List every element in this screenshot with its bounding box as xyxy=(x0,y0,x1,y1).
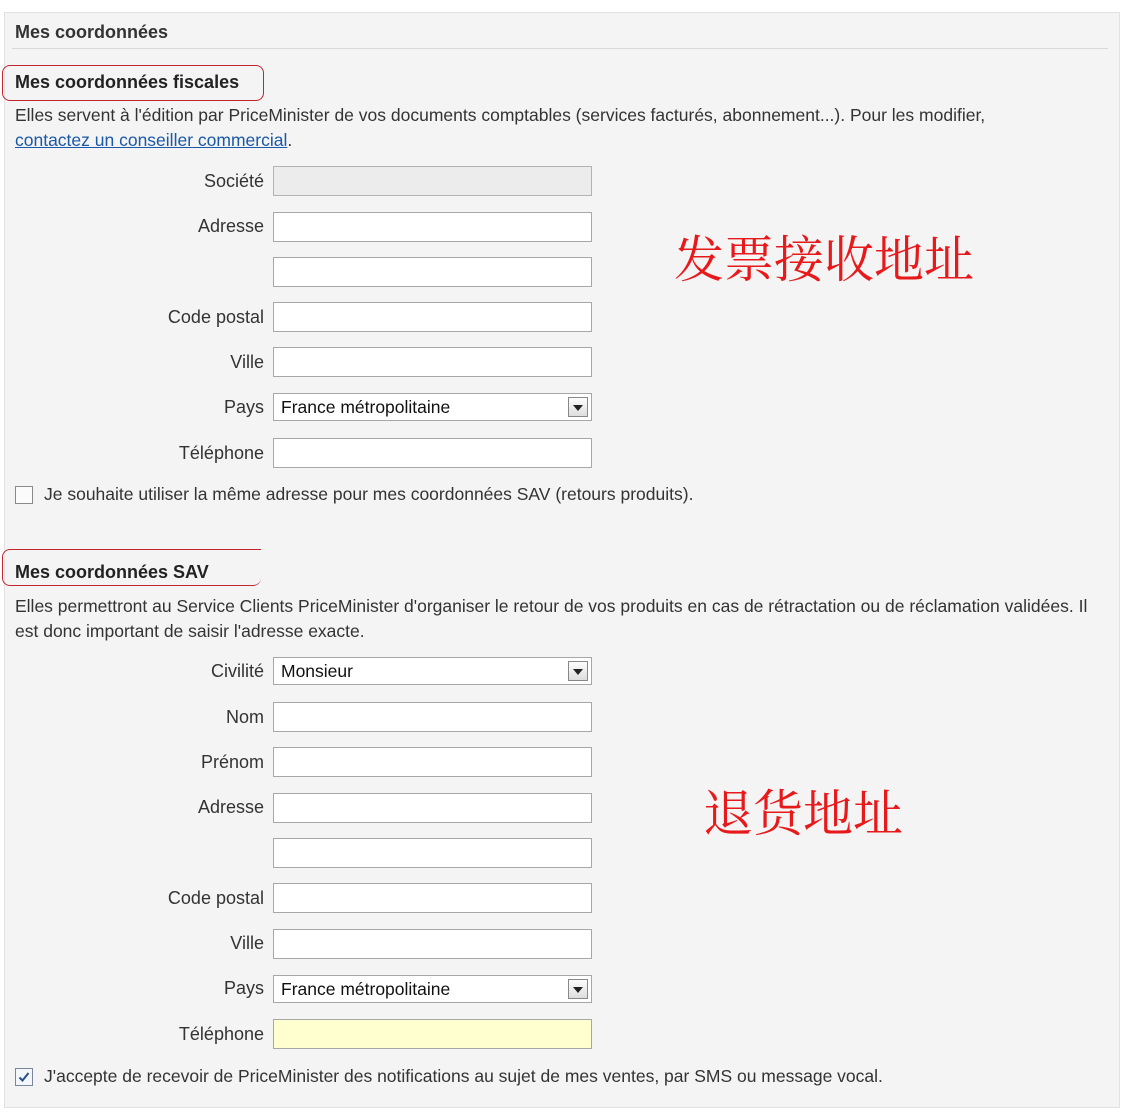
sav-telephone-label: Téléphone xyxy=(178,1024,264,1044)
sav-pays-select[interactable] xyxy=(273,975,592,1003)
prenom-label: Prénom xyxy=(200,752,264,772)
societe-field[interactable] xyxy=(273,166,592,196)
contact-advisor-link[interactable]: contactez un conseiller commercial xyxy=(15,130,288,150)
pays-select[interactable] xyxy=(273,393,592,421)
code-postal-label: Code postal xyxy=(167,307,264,327)
sav-adresse-label: Adresse xyxy=(197,797,264,817)
notifications-checkbox[interactable] xyxy=(15,1068,33,1086)
telephone-label: Téléphone xyxy=(178,443,264,463)
telephone-field[interactable] xyxy=(273,438,592,468)
invoice-address-annotation: 发票接收地址 xyxy=(674,231,974,289)
sav-pays-select-value: France métropolitaine xyxy=(281,979,451,999)
sav-section-title: Mes coordonnées SAV xyxy=(15,562,209,582)
same-address-checkbox[interactable] xyxy=(15,486,33,504)
chevron-down-icon[interactable] xyxy=(568,397,588,417)
sav-description: Elles permettront au Service Clients PriceMinister d'organiser le retour de vos produits en cas de rétractation ou de réclamation validées. Il est donc important de saisir l'adresse exacte. xyxy=(15,596,1088,641)
societe-label: Société xyxy=(203,171,264,191)
sav-adresse-line1-field[interactable] xyxy=(273,793,592,823)
return-address-annotation: 退货地址 xyxy=(703,785,903,843)
adresse-line2-field[interactable] xyxy=(273,257,592,287)
same-address-label: Je souhaite utiliser la même adresse pour mes coordonnées SAV (retours produits). xyxy=(44,484,694,504)
fiscal-description-end: . xyxy=(287,130,293,150)
fiscal-description-text: Elles servent à l'édition par PriceMinister de vos documents comptables (services facturés, abonnement...). Pour les modifier, xyxy=(15,105,986,125)
sav-telephone-field[interactable] xyxy=(273,1019,592,1049)
fiscal-description xyxy=(15,103,1110,153)
title-divider xyxy=(12,48,1108,49)
civilite-label: Civilité xyxy=(210,661,264,681)
adresse-label: Adresse xyxy=(197,216,264,236)
sav-ville-label: Ville xyxy=(230,933,264,953)
notifications-label: J'accepte de recevoir de PriceMinister des notifications au sujet de mes ventes, par SMS ou message vocal. xyxy=(44,1066,883,1086)
pays-select-value: France métropolitaine xyxy=(281,397,451,417)
nom-field[interactable] xyxy=(273,702,592,732)
prenom-field[interactable] xyxy=(273,747,592,777)
checkmark-icon xyxy=(18,1071,30,1083)
chevron-down-icon[interactable] xyxy=(568,979,588,999)
page-title: Mes coordonnées xyxy=(15,22,169,42)
sav-pays-label: Pays xyxy=(223,978,264,998)
sav-adresse-line2-field[interactable] xyxy=(273,838,592,868)
ville-label: Ville xyxy=(230,352,264,372)
adresse-line1-field[interactable] xyxy=(273,212,592,242)
ville-field[interactable] xyxy=(273,347,592,377)
code-postal-field[interactable] xyxy=(273,302,592,332)
chevron-down-icon[interactable] xyxy=(568,661,588,681)
civilite-select[interactable] xyxy=(273,657,592,685)
sav-code-postal-field[interactable] xyxy=(273,883,592,913)
sav-code-postal-label: Code postal xyxy=(167,888,264,908)
fiscal-section-title: Mes coordonnées fiscales xyxy=(15,72,240,92)
pays-label: Pays xyxy=(223,397,264,417)
nom-label: Nom xyxy=(225,707,264,727)
sav-ville-field[interactable] xyxy=(273,929,592,959)
civilite-select-value: Monsieur xyxy=(281,661,353,681)
